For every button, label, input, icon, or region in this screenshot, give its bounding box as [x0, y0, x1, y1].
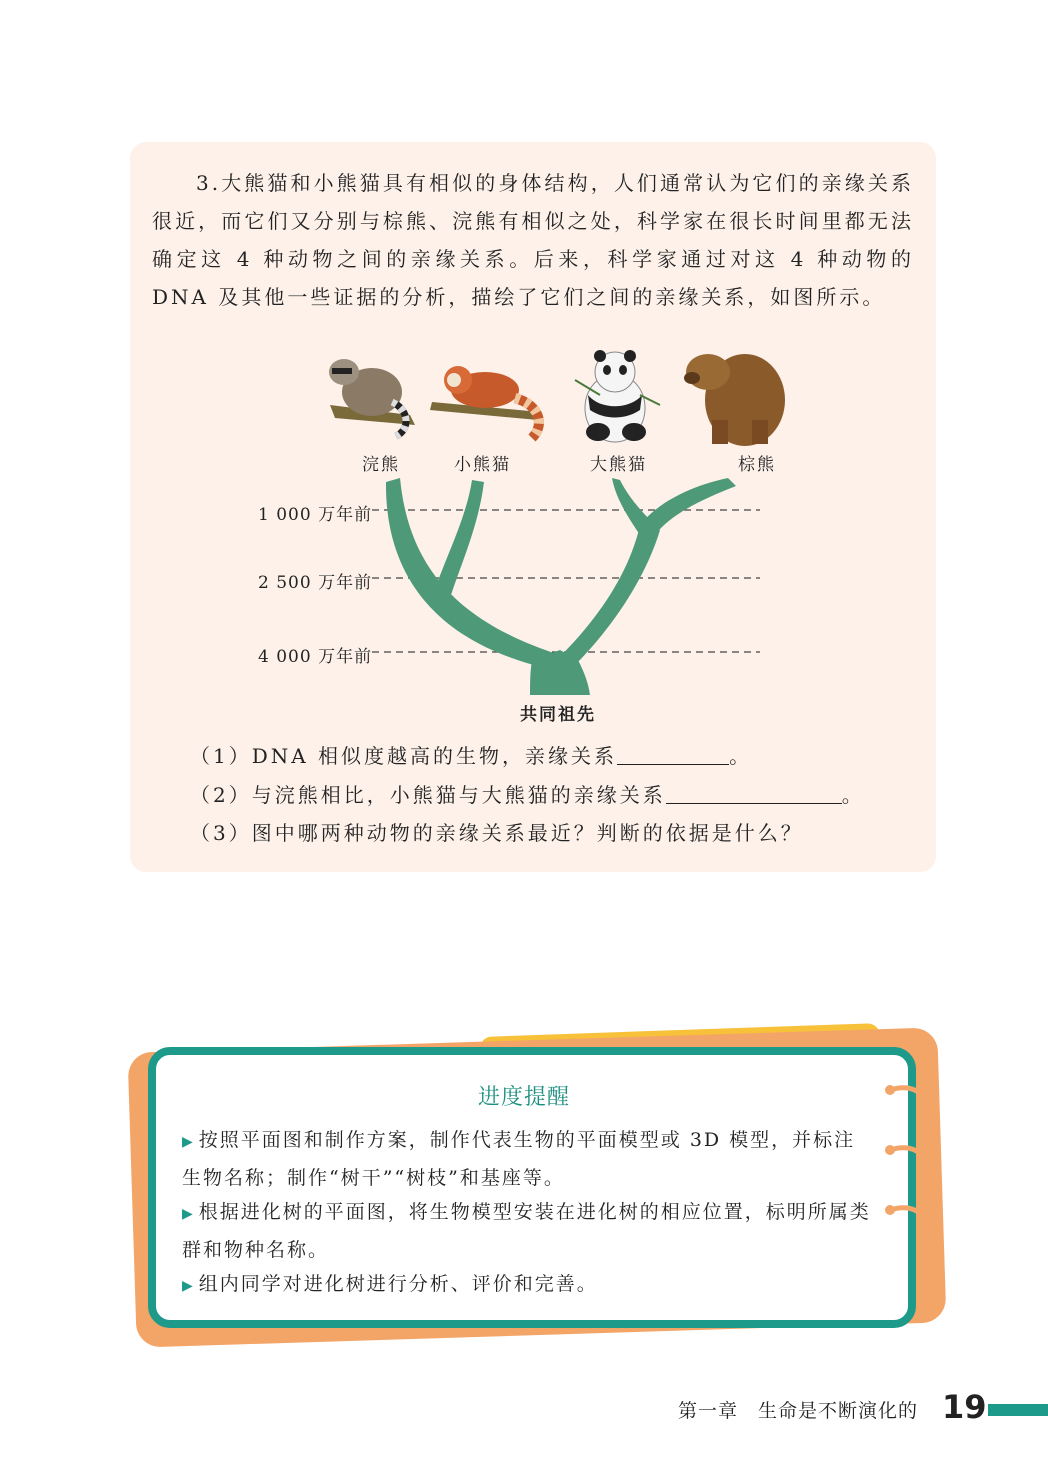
label-giant-panda: 大熊猫: [590, 455, 647, 475]
raccoon-icon: [329, 359, 415, 436]
sub-question-2: （2）与浣熊相比，小熊猫与大熊猫的亲缘关系 。: [190, 783, 865, 807]
answer-blank-1[interactable]: [617, 742, 729, 765]
brown-bear-icon: [684, 354, 785, 446]
label-common-ancestor: 共同祖先: [520, 705, 596, 725]
question-body: 大熊猫和小熊猫具有相似的身体结构，人们通常认为它们的亲缘关系很近，而它们又分别与棕熊、浣熊有相似之处，科学家在很长时间里都无法确定这 4 种动物之间的亲缘关系。后来，科学家通过对这 4 种动物的 DNA 及其他一些证据的分析，描绘了它们之间的亲缘关系，如图所示。: [152, 171, 914, 309]
bullet-triangle-icon: ▶: [182, 1278, 195, 1294]
answer-blank-2[interactable]: [666, 781, 842, 804]
time-label-3: 4 000 万年前: [258, 647, 373, 667]
branch-red-panda: [432, 480, 484, 605]
footer-chapter: 第一章 生命是不断演化的: [677, 1400, 918, 1422]
time-label-2: 2 500 万年前: [258, 573, 373, 593]
label-raccoon: 浣熊: [362, 455, 400, 475]
progress-item-2: ▶ 根据进化树的平面图，将生物模型安装在进化树的相应位置，标明所属类群和物种名称。: [182, 1201, 871, 1261]
time-label-1: 1 000 万年前: [258, 505, 373, 525]
footer-accent-bar: [988, 1404, 1048, 1416]
branch-bear-group: [548, 525, 660, 668]
label-brown-bear: 棕熊: [738, 455, 776, 475]
red-panda-icon: [430, 366, 540, 438]
progress-item-3: ▶ 组内同学对进化树进行分析、评价和完善。: [182, 1273, 598, 1295]
bullet-triangle-icon: ▶: [182, 1206, 195, 1222]
branch-brown-bear: [640, 478, 736, 535]
sub-question-1: （1）DNA 相似度越高的生物，亲缘关系 。: [190, 744, 753, 768]
progress-title: 进度提醒: [477, 1085, 570, 1110]
giant-panda-icon: [575, 350, 660, 442]
progress-item-1: ▶ 按照平面图和制作方案，制作代表生物的平面模型或 3D 模型，并标注生物名称；制作“树干”“树枝”和基座等。: [182, 1129, 856, 1189]
page-number: 19: [942, 1388, 987, 1426]
bullet-triangle-icon: ▶: [182, 1134, 195, 1150]
sub-question-3: （3）图中哪两种动物的亲缘关系最近？判断的依据是什么？: [190, 821, 804, 845]
label-red-panda: 小熊猫: [454, 455, 511, 475]
question-number: 3.: [196, 171, 222, 195]
